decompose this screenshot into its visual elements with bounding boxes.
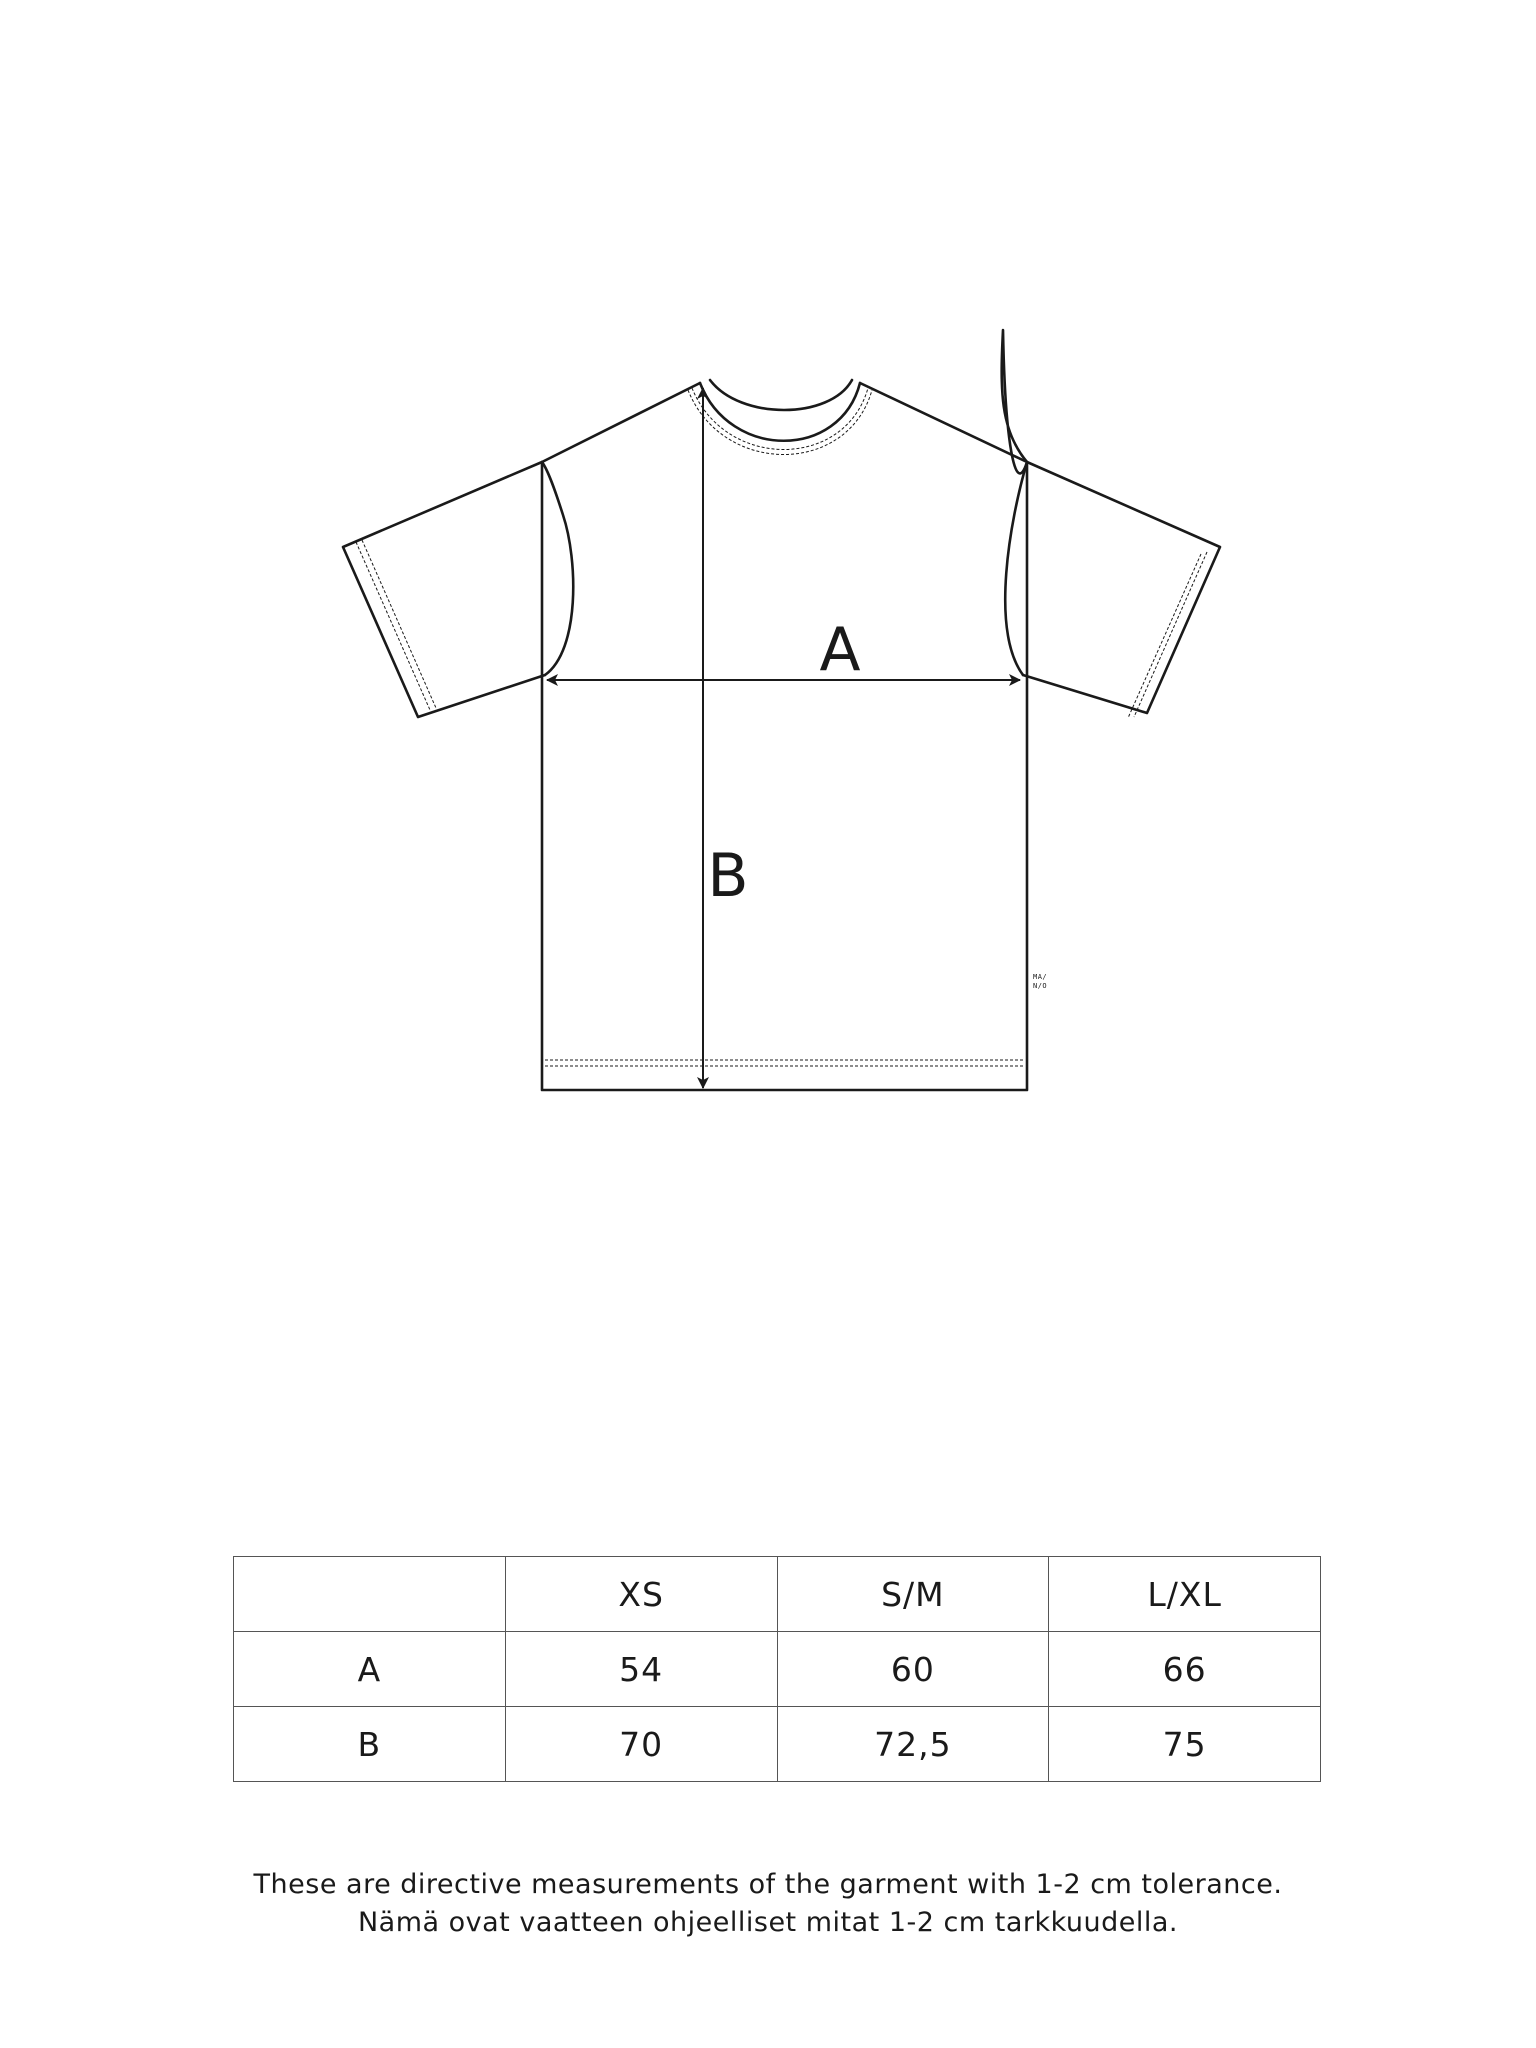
table-row xyxy=(234,1632,1321,1707)
left-cuff-stitch-2 xyxy=(362,540,436,708)
row-label-a: A xyxy=(234,1632,506,1707)
shirt-torso-right xyxy=(1005,462,1027,675)
right-cuff-stitch-1 xyxy=(1134,552,1207,717)
right-cuff-stitch-2 xyxy=(1128,554,1201,718)
brand-label-line-2: N/O xyxy=(1033,982,1048,990)
size-table-corner-cell xyxy=(234,1557,506,1632)
collar-inner xyxy=(710,380,852,410)
size-table xyxy=(233,1556,1321,1782)
right-sleeve-outline xyxy=(1023,462,1220,713)
size-header-lxl: L/XL xyxy=(1049,1557,1321,1632)
size-table-header-row xyxy=(234,1557,1321,1632)
shirt-body-outline xyxy=(542,330,1027,1090)
collar-outer xyxy=(700,383,860,441)
cell-b-lxl: 75 xyxy=(1049,1707,1321,1782)
cell-a-lxl: 66 xyxy=(1049,1632,1321,1707)
measure-b-label: B xyxy=(707,841,749,911)
size-header-sm: S/M xyxy=(777,1557,1049,1632)
left-cuff-stitch-1 xyxy=(356,542,430,710)
size-header-xs: XS xyxy=(505,1557,777,1632)
left-sleeve-outline xyxy=(343,462,545,717)
note-finnish: Nämä ovat vaatteen ohjeelliset mitat 1-2 cm tarkkuudella. xyxy=(357,1907,1179,1938)
brand-label-line-1: MA/ xyxy=(1033,973,1048,981)
shirt-shoulder-left xyxy=(542,383,700,462)
cell-b-sm: 72,5 xyxy=(777,1707,1049,1782)
note-english: These are directive measurements of the garment with 1-2 cm tolerance. xyxy=(253,1869,1283,1900)
cell-a-xs: 54 xyxy=(505,1632,777,1707)
cell-b-xs: 70 xyxy=(505,1707,777,1782)
measure-a-label: A xyxy=(819,615,861,685)
table-row xyxy=(234,1707,1321,1782)
row-label-b: B xyxy=(234,1707,506,1782)
cell-a-sm: 60 xyxy=(777,1632,1049,1707)
measurement-notes xyxy=(0,1866,1536,1942)
shirt-torso-left xyxy=(542,462,573,675)
